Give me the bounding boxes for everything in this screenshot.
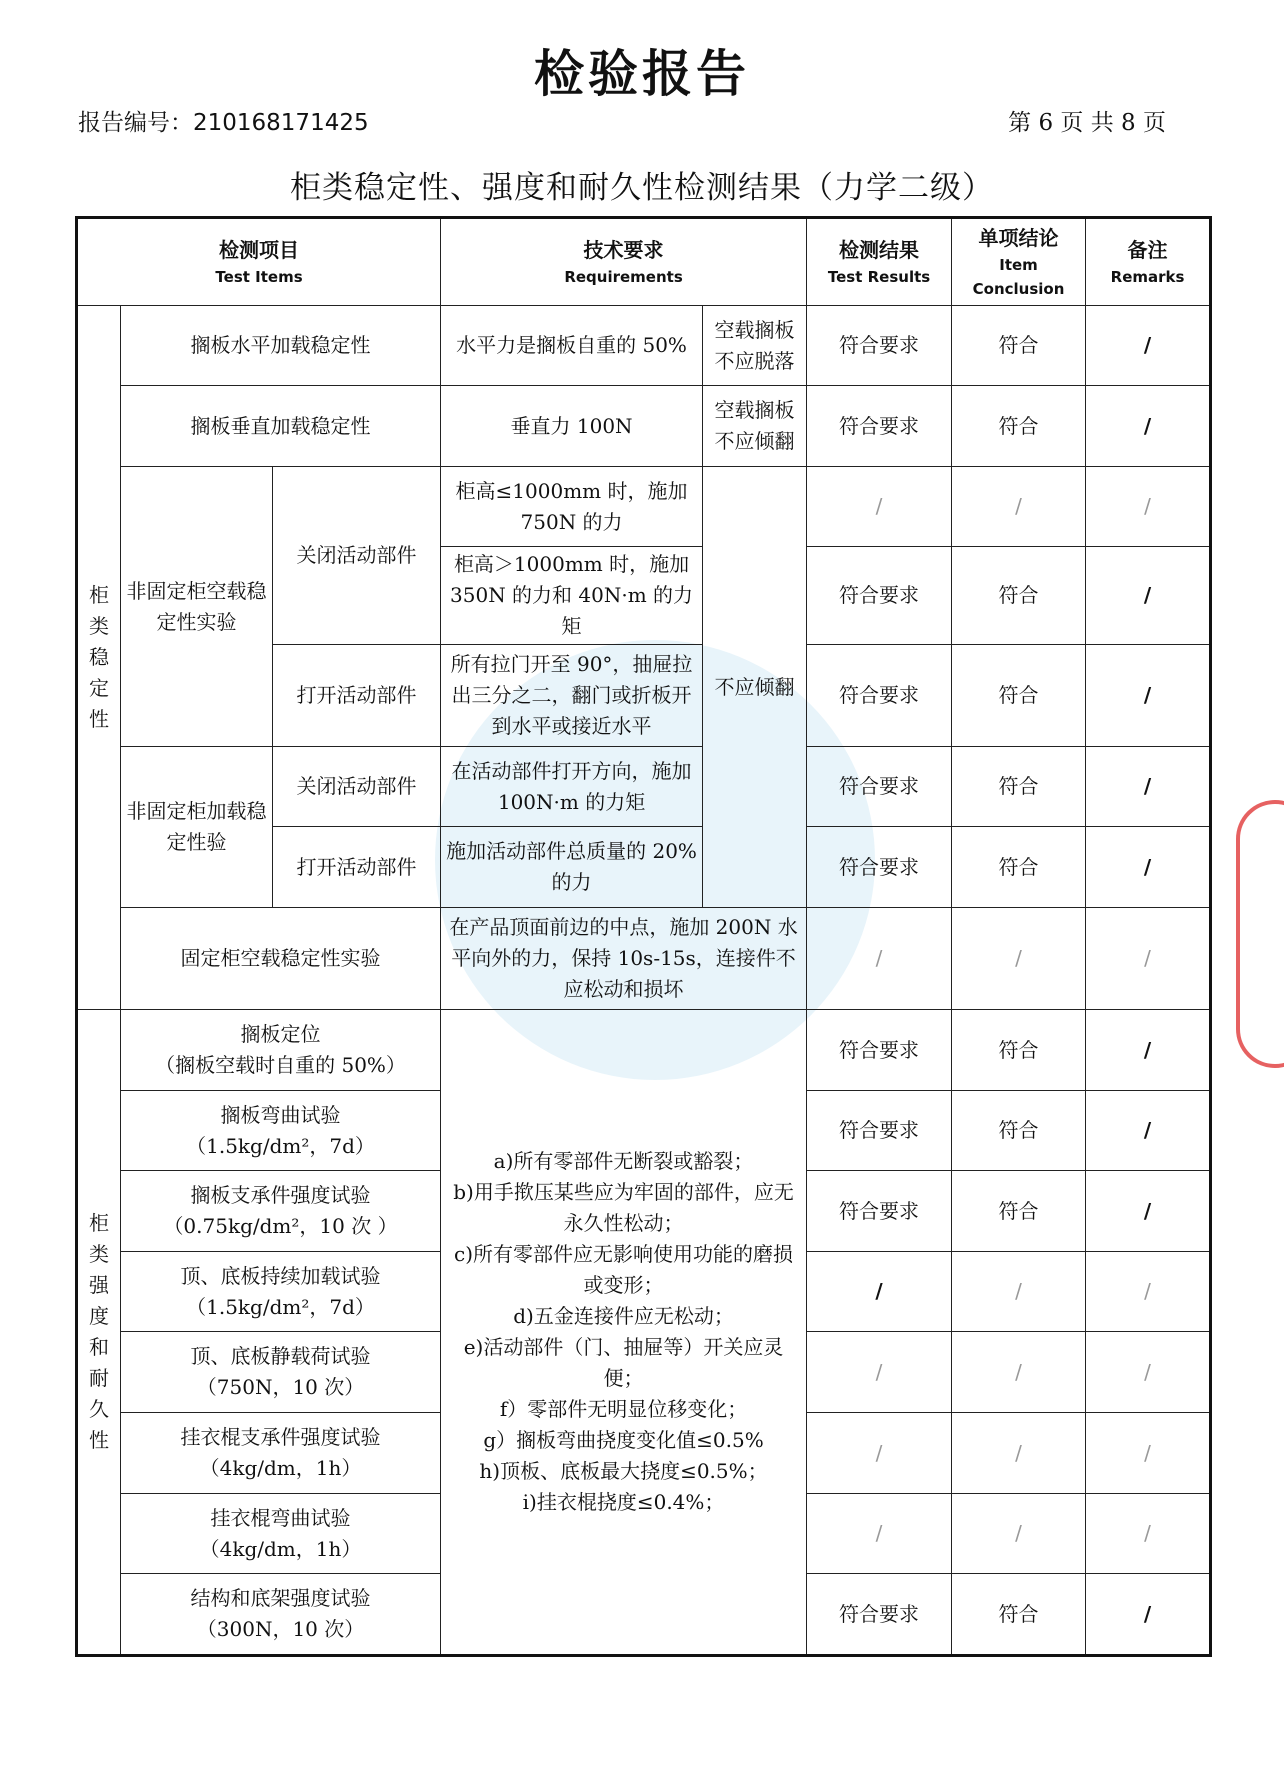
remark: / — [1086, 386, 1211, 467]
item-conclusion: 符合 — [952, 827, 1086, 908]
test-result: 符合要求 — [807, 747, 952, 827]
requirement: 所有拉门开至 90°，抽屉拉出三分之二，翻门或折板开到水平或接近水平 — [441, 645, 703, 747]
report-number: 报告编号：210168171425 — [78, 110, 369, 136]
requirement-line: b)用手揿压某些应为牢固的部件，应无永久性松动； — [453, 1180, 794, 1235]
item-conclusion: 符合 — [952, 747, 1086, 827]
remark: / — [1086, 467, 1211, 547]
red-stamp — [1236, 800, 1284, 1068]
requirement-line: f）零部件无明显位移变化； — [499, 1397, 748, 1421]
test-item — [121, 1413, 441, 1494]
test-item: 固定柜空载稳定性实验 — [121, 908, 441, 1010]
page-title: 检验报告 — [534, 45, 750, 103]
criterion: 不应倾翻 — [703, 467, 807, 908]
remark: / — [1086, 306, 1211, 386]
test-item-param: （0.75kg/dm²，10 次 ） — [163, 1214, 398, 1238]
test-item — [121, 1010, 441, 1091]
requirement-line: e)活动部件（门、抽屉等）开关应灵便； — [463, 1335, 784, 1390]
test-result: / — [807, 1252, 952, 1332]
col-header-remarks: 备注 Remarks — [1086, 218, 1211, 306]
remark: / — [1086, 1091, 1211, 1171]
remark: / — [1086, 1171, 1211, 1252]
requirement: 水平力是搁板自重的 50% — [441, 306, 703, 386]
remark: / — [1086, 1494, 1211, 1574]
remark: / — [1086, 1413, 1211, 1494]
remark: / — [1086, 1332, 1211, 1413]
requirement: 柜高＞1000mm 时，施加 350N 的力和 40N·m 的力矩 — [441, 547, 703, 645]
test-result: / — [807, 1413, 952, 1494]
test-item-name: 结构和底架强度试验 — [190, 1586, 371, 1610]
item-conclusion: / — [952, 467, 1086, 547]
remark: / — [1086, 827, 1211, 908]
test-item-name: 挂衣棍弯曲试验 — [210, 1505, 351, 1530]
requirements-list — [441, 1010, 807, 1656]
remark: / — [1086, 908, 1211, 1010]
sub-item: 打开活动部件 — [273, 827, 441, 908]
results-table — [75, 216, 1212, 1657]
requirement-line: h)顶板、底板最大挠度≤0.5%； — [479, 1459, 768, 1483]
col-header-results: 检测结果 Test Results — [807, 218, 952, 306]
remark: / — [1086, 1252, 1211, 1332]
test-item-param: （4kg/dm，1h） — [199, 1456, 362, 1480]
test-result: 符合要求 — [807, 547, 952, 645]
test-item-name: 挂衣棍支承件强度试验 — [180, 1425, 381, 1449]
item-conclusion: 符合 — [952, 547, 1086, 645]
table-row — [77, 747, 1211, 827]
header-row — [77, 218, 1211, 306]
test-group: 非固定柜加载稳定性验 — [121, 747, 273, 908]
test-item-param: （搁板空载时自重的 50%） — [155, 1053, 406, 1077]
remark: / — [1086, 547, 1211, 645]
test-item — [121, 1574, 441, 1656]
requirement-line: a)所有零部件无断裂或豁裂； — [493, 1149, 754, 1173]
test-item-param: （1.5kg/dm²，7d） — [186, 1294, 375, 1319]
test-result: / — [807, 467, 952, 547]
item-conclusion: 符合 — [952, 306, 1086, 386]
sub-item: 关闭活动部件 — [273, 467, 441, 645]
category-strength: 柜类强度和耐久性 — [77, 1010, 121, 1656]
item-conclusion: / — [952, 908, 1086, 1010]
item-conclusion: / — [952, 1413, 1086, 1494]
item-conclusion: 符合 — [952, 1010, 1086, 1091]
test-result: 符合要求 — [807, 1171, 952, 1252]
table-row — [77, 306, 1211, 386]
test-result: 符合要求 — [807, 1574, 952, 1656]
item-conclusion: 符合 — [952, 386, 1086, 467]
test-group: 非固定柜空载稳定性实验 — [121, 467, 273, 747]
test-result: / — [807, 1494, 952, 1574]
remark: / — [1086, 645, 1211, 747]
test-item-name: 搁板弯曲试验 — [220, 1102, 341, 1127]
test-item — [121, 1171, 441, 1252]
item-conclusion: 符合 — [952, 1574, 1086, 1656]
test-result: 符合要求 — [807, 827, 952, 908]
item-conclusion: 符合 — [952, 645, 1086, 747]
item-conclusion: / — [952, 1252, 1086, 1332]
test-result: 符合要求 — [807, 1010, 952, 1091]
criterion: 空载搁板不应倾翻 — [703, 386, 807, 467]
test-result: / — [807, 908, 952, 1010]
requirement: 在活动部件打开方向，施加 100N·m 的力矩 — [441, 747, 703, 827]
col-header-conclusion: 单项结论 Item Conclusion — [952, 218, 1086, 306]
table-row — [77, 386, 1211, 467]
table-row — [77, 1010, 1211, 1091]
remark: / — [1086, 1574, 1211, 1656]
test-item-name: 顶、底板持续加载试验 — [180, 1263, 381, 1288]
col-header-requirements: 技术要求 Requirements — [441, 218, 807, 306]
test-item — [121, 1091, 441, 1171]
sub-item: 打开活动部件 — [273, 645, 441, 747]
test-result: / — [807, 1332, 952, 1413]
test-item-param: （4kg/dm，1h） — [199, 1536, 362, 1561]
test-result: 符合要求 — [807, 1091, 952, 1171]
remark: / — [1086, 1010, 1211, 1091]
test-item-param: （1.5kg/dm²，7d） — [186, 1133, 375, 1158]
test-item-param: （300N，10 次） — [196, 1617, 365, 1641]
test-item-name: 顶、底板静载荷试验 — [190, 1344, 371, 1368]
col-header-items: 检测项目 Test Items — [77, 218, 441, 306]
requirement: 施加活动部件总质量的 20%的力 — [441, 827, 703, 908]
item-conclusion: 符合 — [952, 1171, 1086, 1252]
test-result: 符合要求 — [807, 645, 952, 747]
table-row — [77, 908, 1211, 1010]
sub-item: 关闭活动部件 — [273, 747, 441, 827]
requirement-line: g）搁板弯曲挠度变化值≤0.5% — [483, 1428, 764, 1452]
test-item — [121, 1252, 441, 1332]
item-conclusion: / — [952, 1332, 1086, 1413]
requirement: 柜高≤1000mm 时，施加 750N 的力 — [441, 467, 703, 547]
section-title: 柜类稳定性、强度和耐久性检测结果（力学二级） — [290, 170, 994, 206]
category-stability: 柜类稳定性 — [77, 306, 121, 1010]
requirement: 垂直力 100N — [441, 386, 703, 467]
requirement: 在产品顶面前边的中点，施加 200N 水平向外的力，保持 10s-15s，连接件不应松动和损坏 — [441, 908, 807, 1010]
item-conclusion: / — [952, 1494, 1086, 1574]
criterion: 空载搁板不应脱落 — [703, 306, 807, 386]
test-item-name: 搁板定位 — [240, 1022, 321, 1046]
test-result: 符合要求 — [807, 386, 952, 467]
test-item — [121, 1494, 441, 1574]
page-number: 第 6 页 共 8 页 — [1008, 110, 1166, 136]
requirement-line: i)挂衣棍挠度≤0.4%； — [522, 1490, 725, 1514]
requirement-line: c)所有零部件应无影响使用功能的磨损或变形； — [454, 1242, 794, 1297]
requirement-line: d)五金连接件应无松动； — [513, 1304, 734, 1328]
test-item — [121, 1332, 441, 1413]
item-conclusion: 符合 — [952, 1091, 1086, 1171]
table-row — [77, 467, 1211, 547]
test-item: 搁板垂直加载稳定性 — [121, 386, 441, 467]
test-item: 搁板水平加载稳定性 — [121, 306, 441, 386]
test-result: 符合要求 — [807, 306, 952, 386]
test-item-name: 搁板支承件强度试验 — [190, 1183, 371, 1207]
remark: / — [1086, 747, 1211, 827]
test-item-param: （750N，10 次） — [196, 1375, 365, 1399]
